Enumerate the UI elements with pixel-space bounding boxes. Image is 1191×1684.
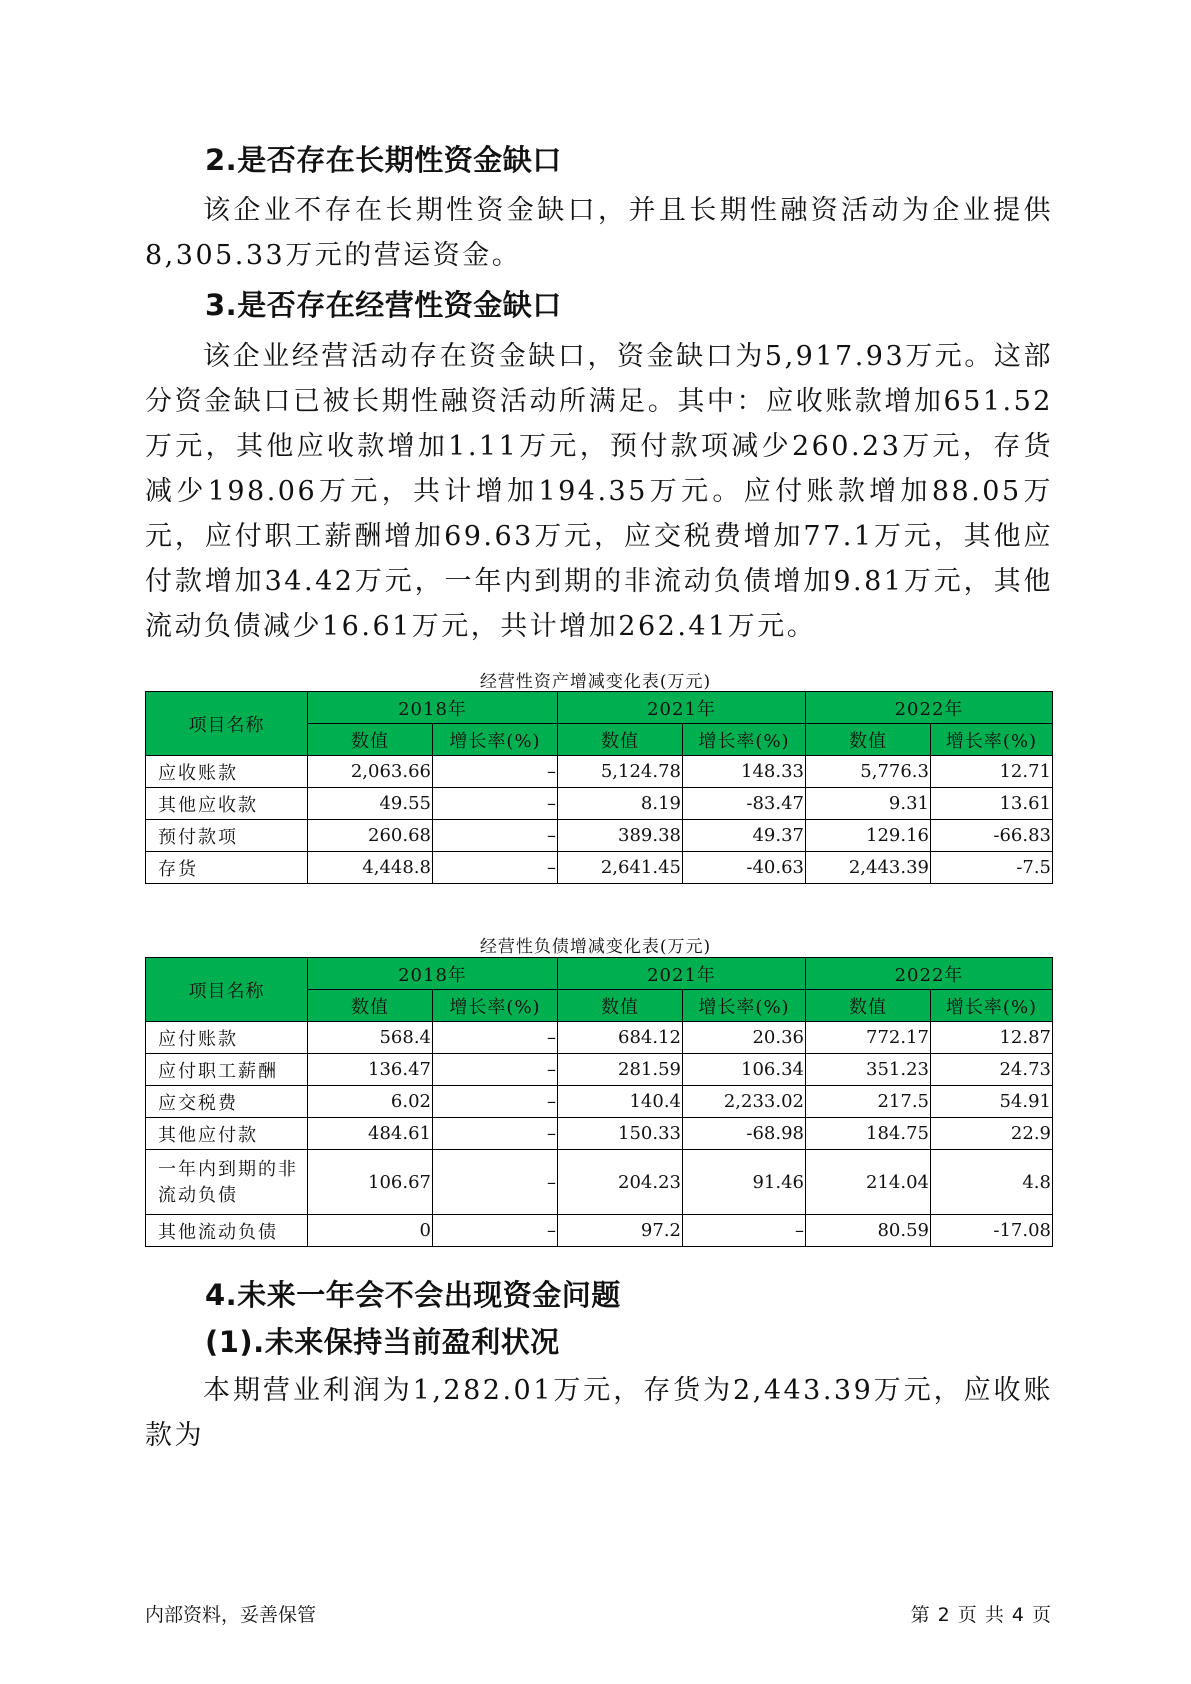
liability-table-caption: 经营性负债增减变化表(万元) bbox=[479, 937, 712, 957]
table-row bbox=[146, 756, 1053, 788]
cell-value: 49.55 bbox=[308, 788, 433, 820]
cell-growth-rate: 13.61 bbox=[931, 788, 1053, 820]
footer-confidential-note: 内部资料，妥善保管 bbox=[145, 1604, 317, 1626]
row-item-name: 应交税费 bbox=[146, 1086, 308, 1118]
cell-value: 2,063.66 bbox=[308, 756, 433, 788]
asset-change-table bbox=[145, 691, 1053, 884]
section-2-heading: 2.是否存在长期性资金缺口 bbox=[205, 143, 562, 177]
cell-growth-rate: – bbox=[433, 1054, 558, 1086]
header-year: 2018年 bbox=[308, 692, 558, 724]
asset-table-caption: 经营性资产增减变化表(万元) bbox=[479, 672, 712, 692]
cell-growth-rate: – bbox=[433, 1086, 558, 1118]
header-year: 2022年 bbox=[806, 958, 1053, 990]
row-item-name: 应付账款 bbox=[146, 1022, 308, 1054]
header-growth: 增长率(%) bbox=[683, 724, 806, 756]
cell-growth-rate: 49.37 bbox=[683, 820, 806, 852]
header-value: 数值 bbox=[558, 724, 683, 756]
header-year: 2021年 bbox=[558, 958, 806, 990]
cell-growth-rate: 24.73 bbox=[931, 1054, 1053, 1086]
table-row bbox=[146, 1022, 1053, 1054]
cell-value: 8.19 bbox=[558, 788, 683, 820]
section-4-heading: 4.未来一年会不会出现资金问题 bbox=[205, 1278, 621, 1312]
section-2-text: 该企业不存在长期性资金缺口，并且长期性融资活动为企业提供8,305.33万元的营运资金。 bbox=[145, 195, 1053, 271]
cell-growth-rate: 91.46 bbox=[683, 1150, 806, 1215]
table-row bbox=[146, 1086, 1053, 1118]
cell-growth-rate: – bbox=[433, 1022, 558, 1054]
cell-value: 4,448.8 bbox=[308, 852, 433, 884]
cell-value: 281.59 bbox=[558, 1054, 683, 1086]
cell-growth-rate: -40.63 bbox=[683, 852, 806, 884]
row-item-name: 应付职工薪酬 bbox=[146, 1054, 308, 1086]
cell-growth-rate: 54.91 bbox=[931, 1086, 1053, 1118]
cell-value: 6.02 bbox=[308, 1086, 433, 1118]
table-row bbox=[146, 1215, 1053, 1247]
cell-value: 106.67 bbox=[308, 1150, 433, 1215]
cell-value: 150.33 bbox=[558, 1118, 683, 1150]
cell-value: 214.04 bbox=[806, 1150, 931, 1215]
header-growth: 增长率(%) bbox=[433, 724, 558, 756]
cell-value: 5,776.3 bbox=[806, 756, 931, 788]
header-year: 2021年 bbox=[558, 692, 806, 724]
cell-growth-rate: – bbox=[433, 820, 558, 852]
cell-value: 184.75 bbox=[806, 1118, 931, 1150]
cell-growth-rate: -83.47 bbox=[683, 788, 806, 820]
cell-growth-rate: – bbox=[683, 1215, 806, 1247]
cell-value: 772.17 bbox=[806, 1022, 931, 1054]
row-item-name: 其他应收款 bbox=[146, 788, 308, 820]
header-item-name: 项目名称 bbox=[146, 692, 308, 756]
table-row bbox=[146, 788, 1053, 820]
cell-growth-rate: – bbox=[433, 1215, 558, 1247]
cell-value: 140.4 bbox=[558, 1086, 683, 1118]
cell-growth-rate: – bbox=[433, 1150, 558, 1215]
cell-value: 684.12 bbox=[558, 1022, 683, 1054]
section-4-text: 本期营业利润为1,282.01万元，存货为2,443.39万元，应收账款为 bbox=[145, 1375, 1053, 1451]
cell-value: 260.68 bbox=[308, 820, 433, 852]
cell-value: 97.2 bbox=[558, 1215, 683, 1247]
cell-growth-rate: – bbox=[433, 852, 558, 884]
cell-value: 129.16 bbox=[806, 820, 931, 852]
header-growth: 增长率(%) bbox=[433, 990, 558, 1022]
cell-value: 2,641.45 bbox=[558, 852, 683, 884]
header-year: 2018年 bbox=[308, 958, 558, 990]
section-4-subheading: (1).未来保持当前盈利状况 bbox=[205, 1325, 560, 1359]
cell-growth-rate: 22.9 bbox=[931, 1118, 1053, 1150]
cell-value: 5,124.78 bbox=[558, 756, 683, 788]
cell-value: 9.31 bbox=[806, 788, 931, 820]
header-growth: 增长率(%) bbox=[683, 990, 806, 1022]
table-row bbox=[146, 1150, 1053, 1215]
cell-growth-rate: – bbox=[433, 788, 558, 820]
cell-growth-rate: -17.08 bbox=[931, 1215, 1053, 1247]
cell-growth-rate: -66.83 bbox=[931, 820, 1053, 852]
liability-change-table bbox=[145, 957, 1053, 1247]
row-item-name: 存货 bbox=[146, 852, 308, 884]
header-year: 2022年 bbox=[806, 692, 1053, 724]
table-row bbox=[146, 1118, 1053, 1150]
header-value: 数值 bbox=[558, 990, 683, 1022]
cell-growth-rate: 4.8 bbox=[931, 1150, 1053, 1215]
header-growth: 增长率(%) bbox=[931, 724, 1053, 756]
header-value: 数值 bbox=[806, 990, 931, 1022]
cell-growth-rate: 106.34 bbox=[683, 1054, 806, 1086]
cell-value: 484.61 bbox=[308, 1118, 433, 1150]
cell-value: 136.47 bbox=[308, 1054, 433, 1086]
cell-growth-rate: 2,233.02 bbox=[683, 1086, 806, 1118]
cell-growth-rate: 148.33 bbox=[683, 756, 806, 788]
section-3-heading: 3.是否存在经营性资金缺口 bbox=[205, 288, 562, 322]
header-value: 数值 bbox=[308, 990, 433, 1022]
cell-growth-rate: 20.36 bbox=[683, 1022, 806, 1054]
row-item-name: 预付款项 bbox=[146, 820, 308, 852]
footer-page-number: 第 2 页 共 4 页 bbox=[910, 1604, 1052, 1626]
cell-value: 0 bbox=[308, 1215, 433, 1247]
cell-value: 351.23 bbox=[806, 1054, 931, 1086]
cell-value: 389.38 bbox=[558, 820, 683, 852]
cell-value: 568.4 bbox=[308, 1022, 433, 1054]
header-value: 数值 bbox=[308, 724, 433, 756]
cell-value: 2,443.39 bbox=[806, 852, 931, 884]
table-row bbox=[146, 1054, 1053, 1086]
section-3-text: 该企业经营活动存在资金缺口，资金缺口为5,917.93万元。这部分资金缺口已被长期性融资活动所满足。其中：应收账款增加651.52万元，其他应收款增加1.11万元，预付款项减少260.23万元，存货减少198.06万元，共计增加194.35万元。应付账款增加88.05万元，应付职工薪酬增加69.63万元，应交税费增加77.1万元，其他应付款增加34.42万元，一年内到期的非流动负债增加9.81万元，其他流动负债减少16.61万元，共计增加262.41万元。 bbox=[145, 341, 1053, 642]
table-row bbox=[146, 852, 1053, 884]
header-value: 数值 bbox=[806, 724, 931, 756]
header-growth: 增长率(%) bbox=[931, 990, 1053, 1022]
cell-growth-rate: – bbox=[433, 1118, 558, 1150]
cell-growth-rate: 12.71 bbox=[931, 756, 1053, 788]
table-row bbox=[146, 820, 1053, 852]
cell-growth-rate: 12.87 bbox=[931, 1022, 1053, 1054]
header-item-name: 项目名称 bbox=[146, 958, 308, 1022]
cell-growth-rate: -7.5 bbox=[931, 852, 1053, 884]
cell-growth-rate: -68.98 bbox=[683, 1118, 806, 1150]
row-item-name: 应收账款 bbox=[146, 756, 308, 788]
cell-value: 80.59 bbox=[806, 1215, 931, 1247]
cell-value: 217.5 bbox=[806, 1086, 931, 1118]
row-item-name: 其他应付款 bbox=[146, 1118, 308, 1150]
cell-growth-rate: – bbox=[433, 756, 558, 788]
cell-value: 204.23 bbox=[558, 1150, 683, 1215]
row-item-name: 其他流动负债 bbox=[146, 1215, 308, 1247]
row-item-name: 一年内到期的非流动负债 bbox=[146, 1150, 308, 1215]
